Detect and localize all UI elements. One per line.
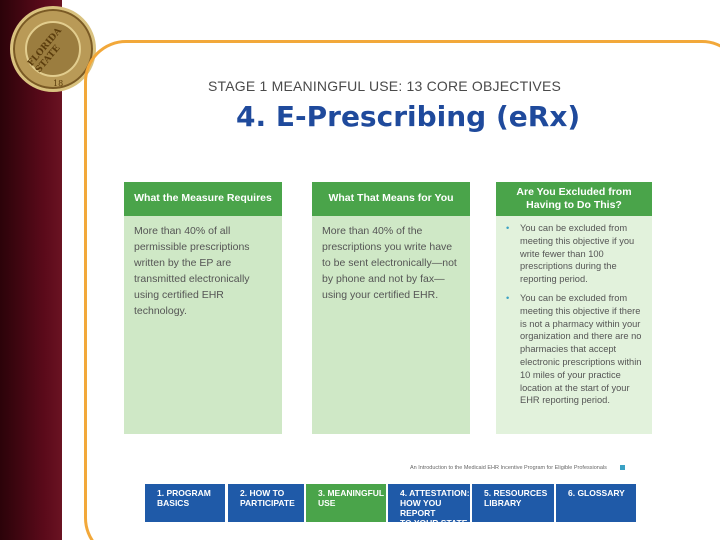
- nav-label-line1: 1. PROGRAM: [157, 488, 211, 498]
- nav-attestation[interactable]: [388, 484, 470, 528]
- meaning-heading: What That Means for You: [312, 182, 470, 216]
- slide-footnote: An Introduction to the Medicaid EHR Incentive Program for Eligible Professionals: [410, 465, 607, 471]
- meaning-body: More than 40% of the prescriptions you write have to be sent electronically—not by phone and not by fax—using your certified EHR.: [322, 225, 457, 301]
- seal-text: FLORIDA STATE: [26, 26, 65, 76]
- nav-program-basics[interactable]: [145, 484, 225, 522]
- nav-label-line1: 5. RESOURCES: [484, 488, 548, 498]
- nav-glossary[interactable]: [556, 484, 636, 522]
- exclusion-heading: Are You Excluded from Having to Do This?: [496, 182, 652, 216]
- nav-resources-library[interactable]: [472, 484, 554, 522]
- nav-label-line2: PARTICIPATE: [240, 498, 295, 508]
- slide-title: 4. E-Prescribing (eRx): [236, 100, 581, 133]
- exclusion-item: • You can be excluded from meeting this objective if you write fewer than 100 prescriptions during the reporting period.: [506, 222, 644, 286]
- nav-label-line1: 3. MEANINGFUL: [318, 488, 385, 498]
- footnote-square-icon: [620, 465, 625, 470]
- nav-label-line1: 6. GLOSSARY: [568, 488, 625, 498]
- exclusion-item: • You can be excluded from meeting this objective if there is not a pharmacy within your organization and there are no pharmacies that accept electronic prescriptions within 10 miles of your practice location at the start of your EHR reporting period.: [506, 292, 644, 407]
- nav-meaningful-use[interactable]: [306, 484, 386, 522]
- nav-label-line2: HOW YOU REPORT: [400, 498, 442, 518]
- requirement-column: [124, 182, 282, 434]
- requirement-body: More than 40% of all permissible prescriptions written by the EP are transmitted electronically using certified EHR technology.: [134, 225, 250, 317]
- exclusion-column: [496, 182, 652, 434]
- nav-how-to-participate[interactable]: [228, 484, 304, 522]
- slide-eyebrow: STAGE 1 MEANINGFUL USE: 13 CORE OBJECTIVES: [208, 78, 562, 94]
- exclusion-list: [496, 216, 652, 407]
- requirement-heading: What the Measure Requires: [124, 182, 282, 216]
- nav-label-line3: TO YOUR STATE: [400, 518, 468, 528]
- nav-label-line2: LIBRARY: [484, 498, 522, 508]
- nav-label-line1: 4. ATTESTATION:: [400, 488, 470, 498]
- seal-year: 18: [53, 79, 64, 88]
- meaning-column: [312, 182, 470, 434]
- nav-label-line2: USE: [318, 498, 336, 508]
- nav-label-line1: 2. HOW TO: [240, 488, 285, 498]
- nav-label-line2: BASICS: [157, 498, 190, 508]
